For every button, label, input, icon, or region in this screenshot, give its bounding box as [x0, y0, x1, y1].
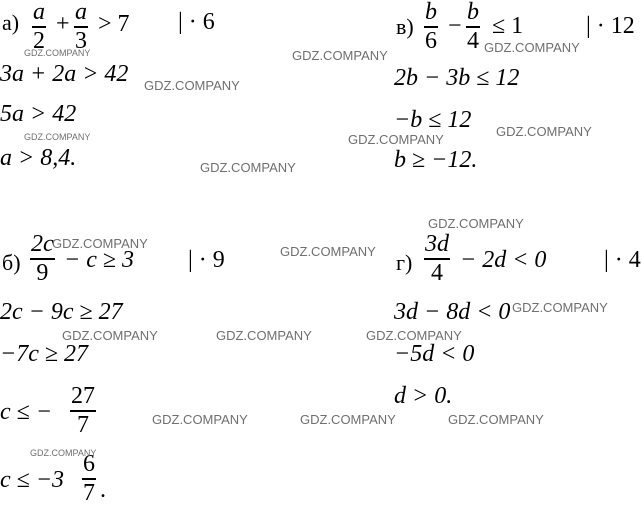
label-b: б) [2, 250, 21, 275]
watermark: GDZ.COMPANY [280, 244, 376, 259]
label-v: в) [396, 14, 414, 39]
step-v-1: 2b − 3b ≤ 12 [394, 65, 520, 91]
multiplier-v: | · 12 [586, 13, 635, 39]
step-b-3-lhs: c ≤ − [0, 399, 53, 425]
watermark: GDZ.COMPANY [496, 124, 592, 139]
fraction-6-over-7 [82, 452, 96, 506]
denominator: 3 [75, 27, 87, 54]
denominator: 9 [36, 259, 49, 286]
denominator: 6 [425, 27, 437, 54]
watermark: GDZ.COMPANY [30, 448, 97, 458]
fraction-a-over-2 [32, 0, 46, 54]
fraction-3d-over-4 [424, 232, 450, 286]
watermark: GDZ.COMPANY [448, 412, 544, 427]
multiplier-b: | · 9 [188, 247, 225, 273]
multiplier-a: | · 6 [178, 9, 215, 35]
watermark: GDZ.COMPANY [152, 412, 248, 427]
denominator: 2 [33, 27, 45, 54]
watermark: GDZ.COMPANY [428, 216, 524, 231]
step-b-4-lhs: c ≤ −3 [0, 467, 65, 493]
watermark: GDZ.COMPANY [52, 236, 148, 251]
step-g-3: d > 0. [394, 383, 453, 409]
step-a-1: 3a + 2a > 42 [0, 61, 129, 87]
fraction-2c-over-9 [30, 232, 55, 286]
denominator: 4 [467, 27, 479, 54]
numerator: b [467, 0, 479, 25]
step-g-2: −5d < 0 [394, 341, 475, 367]
plus-sign: + [56, 11, 70, 37]
step-v-2: −b ≤ 12 [394, 107, 472, 133]
step-a-2: 5a > 42 [0, 101, 77, 127]
step-b-1: 2c − 9c ≥ 27 [0, 299, 123, 325]
watermark: GDZ.COMPANY [24, 48, 91, 58]
fraction-b-over-4 [466, 0, 480, 54]
inequality-rest-g: − 2d < 0 [460, 247, 547, 273]
fraction-b-over-6 [424, 0, 438, 54]
step-a-3: a > 8,4. [0, 145, 77, 171]
multiplier-g: | · 4 [604, 247, 641, 273]
watermark: GDZ.COMPANY [62, 328, 158, 343]
numerator: a [33, 0, 45, 25]
watermark: GDZ.COMPANY [216, 328, 312, 343]
watermark: GDZ.COMPANY [144, 78, 240, 93]
step-b-2: −7c ≥ 27 [0, 341, 89, 367]
inequality-rest-v: ≤ 1 [492, 13, 524, 39]
step-b-4-period: . [100, 477, 106, 503]
watermark: GDZ.COMPANY [200, 160, 296, 175]
watermark: GDZ.COMPANY [24, 132, 91, 142]
denominator: 7 [83, 479, 95, 506]
denominator: 4 [431, 259, 443, 286]
numerator: b [425, 0, 437, 25]
watermark: GDZ.COMPANY [512, 300, 608, 315]
numerator: a [75, 0, 87, 25]
numerator: 2c [31, 231, 54, 257]
watermark: GDZ.COMPANY [292, 48, 388, 63]
numerator: 3d [425, 231, 449, 257]
inequality-rest-b: − c ≥ 3 [64, 247, 135, 273]
step-g-1: 3d − 8d < 0 [394, 299, 511, 325]
watermark: GDZ.COMPANY [300, 412, 396, 427]
numerator: 6 [83, 451, 95, 477]
watermark: GDZ.COMPANY [366, 328, 462, 343]
inequality-rest-a: > 7 [98, 11, 130, 37]
watermark: GDZ.COMPANY [348, 132, 444, 147]
minus-sign: − [448, 13, 462, 39]
label-a: а) [2, 10, 20, 35]
step-v-3: b ≥ −12. [394, 147, 478, 173]
fraction-a-over-3 [74, 0, 88, 54]
numerator: 27 [71, 383, 95, 409]
watermark: GDZ.COMPANY [484, 40, 580, 55]
label-g: г) [396, 250, 413, 275]
denominator: 7 [77, 411, 89, 438]
fraction-27-over-7 [70, 384, 96, 438]
